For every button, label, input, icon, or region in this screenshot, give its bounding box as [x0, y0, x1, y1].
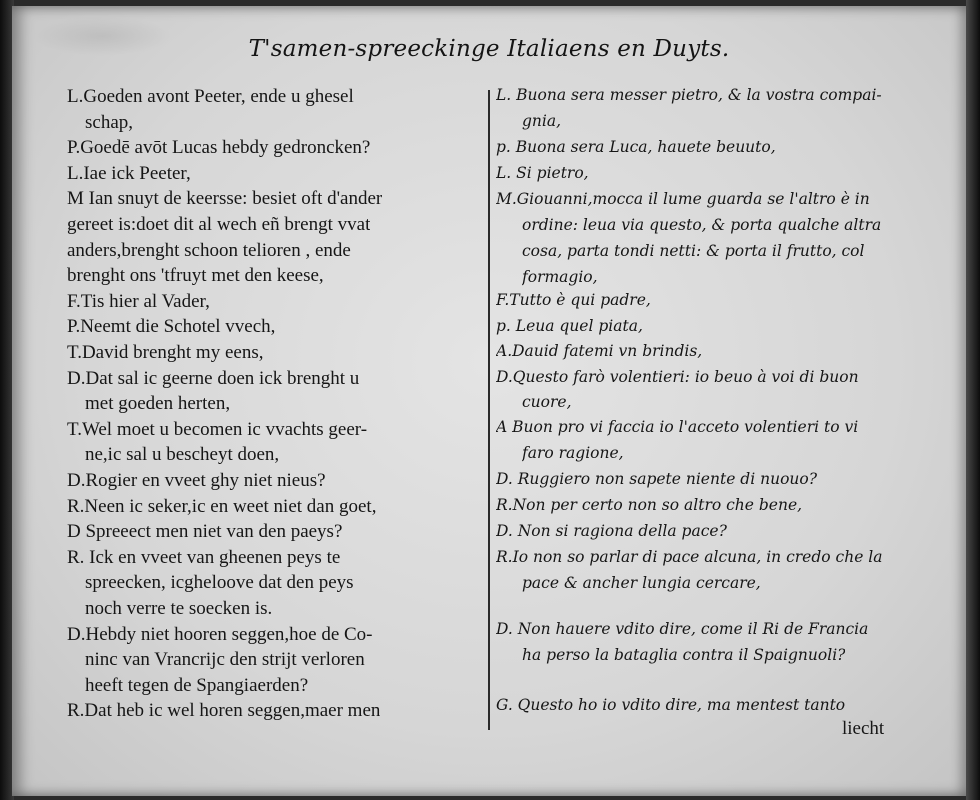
text-line: F.Tis hier al Vader,	[67, 291, 210, 312]
text-line: A.Dauid fatemi vn brindis,	[496, 342, 703, 360]
text-line: L.Goeden avont Peeter, ende u ghesel	[67, 86, 354, 107]
text-line: heeft tegen de Spangiaerden?	[85, 675, 309, 696]
text-line: R.Io non so parlar di pace alcuna, in credo che la	[496, 548, 883, 566]
text-line: M.Giouanni,mocca il lume guarda se l'altro è in	[496, 190, 870, 208]
text-line: F.Tutto è qui padre,	[496, 291, 651, 309]
text-line: A Buon pro vi faccia io l'acceto volentieri to vi	[496, 418, 859, 436]
text-line: brenght ons 'tfruyt met den keese,	[67, 265, 324, 286]
column-divider	[488, 90, 490, 730]
text-line: ha perso la bataglia contra il Spaignuoli?	[522, 646, 846, 664]
text-line: T.David brenght my eens,	[67, 342, 264, 363]
text-line: gnia,	[522, 112, 562, 130]
page-edge-shadow-right	[966, 0, 980, 800]
text-line: D.Rogier en vveet ghy niet nieus?	[67, 470, 326, 491]
text-line: R.Neen ic seker,ic en weet niet dan goet,	[67, 496, 377, 517]
text-line: M Ian snuyt de keersse: besiet oft d'ander	[67, 188, 383, 209]
text-line: R. Ick en vveet van gheenen peys te	[67, 547, 341, 568]
text-line: R.Non per certo non so altro che bene,	[496, 496, 803, 514]
text-line: P.Goedē avōt Lucas hebdy gedroncken?	[67, 137, 371, 158]
text-line: P.Neemt die Schotel vvech,	[67, 316, 276, 337]
text-line: L. Si pietro,	[496, 164, 589, 182]
text-line: faro ragione,	[522, 444, 624, 462]
text-line: pace & ancher lungia cercare,	[522, 574, 761, 592]
text-line: R.Dat heb ic wel horen seggen,maer men	[67, 700, 381, 721]
text-line: D.Dat sal ic geerne doen ick brenght u	[67, 368, 360, 389]
text-line: ninc van Vrancrijc den strijt verloren	[85, 649, 365, 670]
text-line: D Spreeect men niet van den paeys?	[67, 521, 343, 542]
text-line: D. Non si ragiona della pace?	[496, 522, 727, 540]
text-line: L.Iae ick Peeter,	[67, 163, 191, 184]
text-line: ordine: leua via questo, & porta qualche altra	[522, 216, 882, 234]
text-line: anders,brenght schoon telioren , ende	[67, 240, 351, 261]
text-line: noch verre te soecken is.	[85, 598, 273, 619]
text-line: D.Hebdy niet hooren seggen,hoe de Co-	[67, 624, 373, 645]
text-line: D. Non hauere vdito dire, come il Ri de Francia	[496, 620, 869, 638]
text-line: G. Questo ho io vdito dire, ma mentest tanto	[496, 696, 846, 714]
text-line: formagio,	[522, 268, 598, 286]
text-line: gereet is:doet dit al wech eñ brengt vvat	[67, 214, 371, 235]
text-line: cosa, parta tondi netti: & porta il frutto, col	[522, 242, 865, 260]
show-through-text	[892, 66, 962, 726]
text-line: D.Questo farò volentieri: io beuo à voi di buon	[496, 368, 859, 386]
catchword: liecht	[842, 718, 885, 739]
text-line: cuore,	[522, 393, 572, 411]
running-header: T'samen-spreeckinge Italiaens en Duyts.	[248, 36, 730, 62]
text-line: L. Buona sera messer pietro, & la vostra compai-	[496, 86, 882, 104]
text-line: p. Buona sera Luca, hauete beuuto,	[496, 138, 776, 156]
page	[12, 6, 966, 796]
text-line: ne,ic sal u bescheyt doen,	[85, 444, 280, 465]
text-line: spreecken, icgheloove dat den peys	[85, 572, 354, 593]
text-line: p. Leua quel piata,	[496, 317, 643, 335]
text-line: met goeden herten,	[85, 393, 231, 414]
text-line: T.Wel moet u becomen ic vvachts geer-	[67, 419, 368, 440]
text-line: D. Ruggiero non sapete niente di nuouo?	[496, 470, 818, 488]
text-line: schap,	[85, 112, 134, 133]
